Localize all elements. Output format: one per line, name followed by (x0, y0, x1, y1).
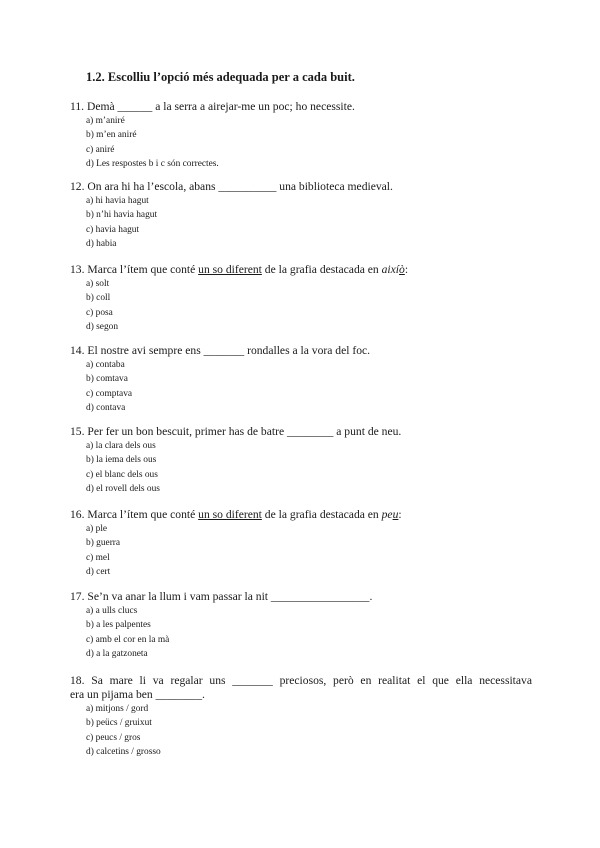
option-d: d) segon (86, 321, 119, 332)
option-d: d) el rovell dels ous (86, 483, 160, 494)
option-d: d) a la gatzoneta (86, 648, 148, 659)
highlighted-grapheme: u (392, 508, 399, 521)
option-c: c) mel (86, 552, 110, 563)
stem-text: de la grafia destacada en (261, 508, 382, 521)
option-b: b) peücs / gruixut (86, 718, 152, 729)
option-c: c) el blanc dels ous (86, 469, 158, 480)
question-14 (70, 344, 532, 415)
option-d: d) Les respostes b i c són correctes. (86, 158, 219, 169)
question-12 (70, 180, 532, 251)
question-17 (70, 590, 532, 661)
question-stem: 12. On ara hi ha l’escola, abans __________ una biblioteca medieval. (70, 180, 393, 193)
stem-text: 13. Marca l’ítem que conté (70, 263, 199, 276)
option-b: b) coll (86, 293, 111, 304)
question-stem: 14. El nostre avi sempre ens _______ rondalles a la vora del foc. (70, 344, 371, 357)
question-13 (70, 263, 532, 334)
option-b: b) guerra (86, 538, 121, 549)
question-stem: 15. Per fer un bon bescuit, primer has de batre ________ a punt de neu. (70, 425, 402, 438)
options-list (70, 114, 532, 171)
option-b: b) a les palpentes (86, 620, 151, 631)
stem-text: : (398, 508, 402, 521)
option-b: b) la iema dels ous (86, 455, 157, 466)
section-title: 1.2. Escolliu l’opció més adequada per a cada buit. (86, 70, 355, 84)
option-a: a) hi havia hagut (86, 196, 149, 206)
option-c: c) comptava (86, 388, 133, 399)
stem-text: de la grafia destacada en (261, 263, 382, 276)
option-a: a) a ulls clucs (86, 606, 138, 616)
option-a: a) solt (86, 279, 110, 289)
highlighted-word: així (381, 263, 400, 276)
option-a: a) m’aniré (86, 116, 125, 126)
question-18 (70, 674, 532, 759)
underlined-phrase: un so diferent (198, 263, 262, 276)
question-16 (70, 508, 532, 579)
option-a: a) la clara dels ous (86, 441, 156, 451)
stem-text: : (404, 263, 409, 276)
option-c: c) havia hagut (86, 224, 140, 235)
question-stem (70, 263, 532, 277)
option-b: b) n’hi havia hagut (86, 210, 158, 221)
question-stem: 17. Se’n va anar la llum i vam passar la nit _________________. (70, 590, 373, 603)
options-list (70, 194, 532, 251)
option-a: a) mitjons / gord (86, 704, 149, 714)
options-list (70, 277, 532, 334)
question-15 (70, 425, 532, 496)
option-d: d) calcetins / grosso (86, 746, 161, 757)
options-list (70, 358, 532, 415)
option-a: a) ple (86, 524, 108, 534)
question-stem-line-1: 18. Sa mare li va regalar uns _______ preciosos, però en realitat el que ella necessitava (70, 674, 532, 687)
underlined-phrase: un so diferent (198, 508, 262, 521)
question-stem (70, 508, 532, 522)
question-stem: 11. Demà ______ a la serra a airejar-me un poc; ho necessite. (70, 100, 355, 113)
option-d: d) contava (86, 402, 126, 413)
options-list (70, 604, 532, 661)
option-c: c) aniré (86, 144, 115, 155)
highlighted-word: pe (381, 508, 393, 521)
option-b: b) comtava (86, 374, 128, 385)
option-a: a) contaba (86, 360, 125, 370)
option-c: c) peucs / gros (86, 732, 141, 743)
question-stem-line-2: era un pijama ben ________. (70, 688, 205, 701)
option-b: b) m’en aniré (86, 130, 137, 141)
options-list (70, 522, 532, 579)
options-list (70, 702, 532, 759)
option-d: d) habia (86, 238, 117, 249)
highlighted-grapheme: ò (399, 263, 405, 276)
question-11 (70, 100, 532, 171)
options-list (70, 439, 532, 496)
option-c: c) posa (86, 307, 113, 318)
option-c: c) amb el cor en la mà (86, 634, 170, 645)
option-d: d) cert (86, 566, 111, 577)
stem-text: 16. Marca l’ítem que conté (70, 508, 199, 521)
